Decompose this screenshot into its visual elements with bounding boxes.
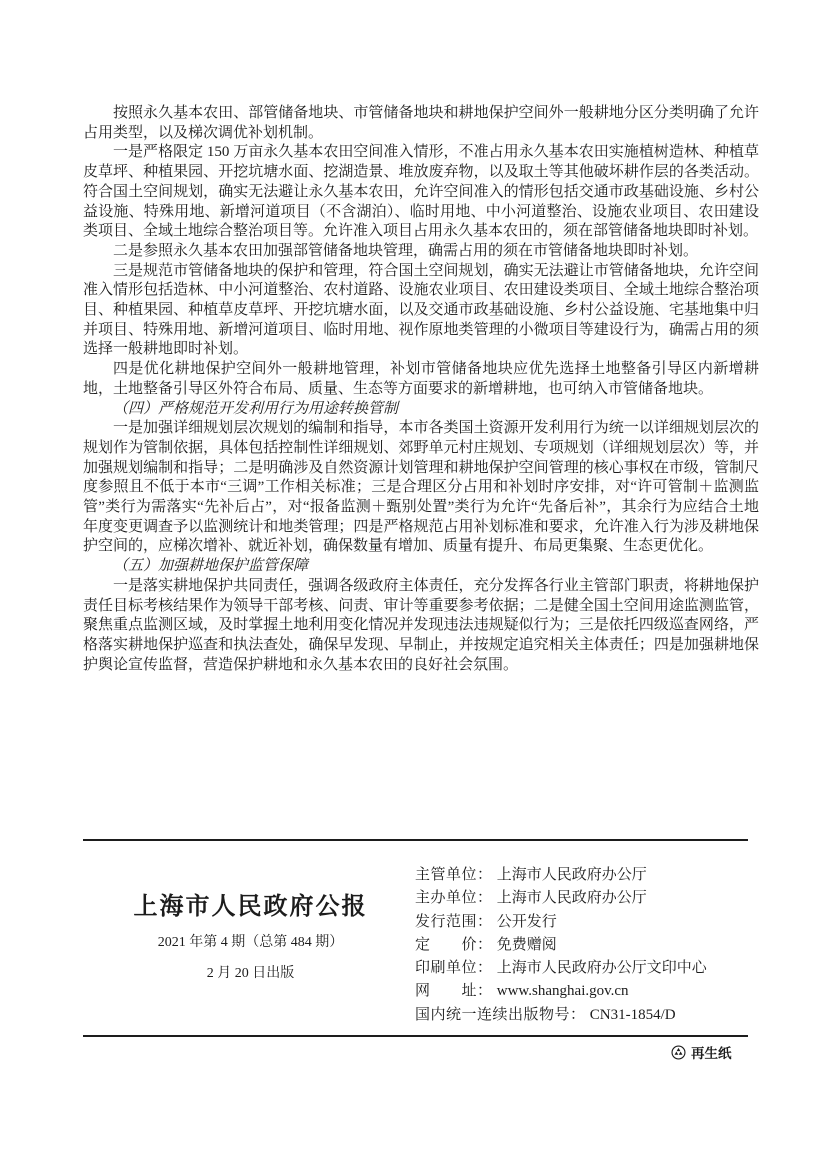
gazette-issue-number: 2021 年第 4 期（总第 484 期） <box>157 935 344 950</box>
colophon-entry-label: 发行范围： <box>415 913 493 930</box>
colophon-entry-value: 上海市人民政府办公厅文印中心 <box>496 960 707 977</box>
gazette-title: 上海市人民政府公报 <box>133 894 368 920</box>
colophon-entry <box>415 934 707 957</box>
gazette-publish-date: 2 月 20 日出版 <box>206 966 295 981</box>
paragraph: 一是严格限定 150 万亩永久基本农田空间准入情形，不准占用永久基本农田实施植树造林、种植草皮草坪、种植果园、开挖坑塘水面、挖湖造景、堆放废弃物，以及取土等其他破坏耕作层的各类活动。符合国土空间规划，确实无法避让永久基本农田，允许空间准入的情形包括交通市政基础设施、乡村公益设施、特殊用地、新增河道项目（不含湖泊）、临时用地、中小河道整治、设施农业项目、农田建设类项目、全域土地综合整治项目等。允许准入项目占用永久基本农田的，须在部管储备地块即时补划。 <box>83 144 759 240</box>
paragraph: 一是落实耕地保护共同责任，强调各级政府主体责任，充分发挥各行业主管部门职责，将耕地保护责任目标考核结果作为领导干部考核、问责、审计等重要参考依据；二是健全国土空间用途监测监管，聚焦重点监测区域，及时掌握土地利用变化情况并发现违法违规疑似行为；三是依托四级巡查网络，严格落实耕地保护巡查和执法查处，确保早发现、早制止，并按规定追究相关主体责任；四是加强耕地保护舆论宣传监督，营造保护耕地和永久基本农田的良好社会氛围。 <box>83 577 759 673</box>
paragraph: 一是加强详细规划层次规划的编制和指导，本市各类国土资源开发利用行为统一以详细规划层次的规划作为管制依据，具体包括控制性详细规划、郊野单元村庄规划、专项规划（详细规划层次）等，并加强规划编制和指导；二是明确涉及自然资源计划管理和耕地保护空间管理的核心事权在市级，管制尺度参照且不低于本市“三调”工作相关标准；三是合理区分占用和补划时序安排，对“许可管制＋监测监管”类行为需落实“先补后占”，对“报备监测＋甄别处置”类行为允许“先备后补”，其余行为应结合土地年度变更调查予以监测统计和地类管理；四是严格规范占用补划标准和要求，允许准入行为涉及耕地保护空间的，应梯次增补、就近补划，确保数量有增加、质量有提升、布局更集聚、生态更优化。 <box>83 420 759 555</box>
colophon-entry <box>415 980 707 1003</box>
paragraph: 三是规范市管储备地块的保护和管理，符合国土空间规划，确实无法避让市管储备地块，允许空间准入情形包括造林、中小河道整治、农村道路、设施农业项目、农田建设类项目、全域土地综合整治项目、种植果园、种植草皮草坪、开挖坑塘水面，以及交通市政基础设施、乡村公益设施、宅基地集中归并项目、特殊用地、新增河道项目、临时用地、视作原地类管理的小微项目等建设行为，确需占用的须选择一般耕地即时补划。 <box>83 262 759 358</box>
paragraph: 四是优化耕地保护空间外一般耕地管理，补划市管储备地块应优先选择土地整备引导区内新增耕地，土地整备引导区外符合布局、质量、生态等方面要求的新增耕地，也可纳入市管储备地块。 <box>83 361 759 397</box>
colophon-entry-label: 国内统一连续出版物号： <box>415 1006 586 1023</box>
colophon-entry <box>415 1004 707 1027</box>
recycled-paper-icon <box>671 1045 686 1060</box>
colophon-entry-label: 定 价： <box>415 936 493 953</box>
colophon-bottom-rule <box>83 1035 748 1037</box>
colophon-entry-label: 印刷单位： <box>415 960 493 977</box>
section-heading: （四）严格规范开发利用行为用途转换管制 <box>113 400 399 417</box>
recycled-paper-label: 再生纸 <box>691 1046 732 1061</box>
colophon-entry-value: 上海市人民政府办公厅 <box>496 867 647 883</box>
colophon-entry-value: 免费赠阅 <box>496 936 557 953</box>
paragraph: 二是参照永久基本农田加强部管储备地块管理，确需占用的须在市管储备地块即时补划。 <box>113 242 699 259</box>
publication-info-list <box>415 864 707 1027</box>
colophon-entry <box>415 911 707 934</box>
colophon-entry-value: 上海市人民政府办公厅 <box>496 890 647 907</box>
colophon-entry-label: 主管单位： <box>415 867 493 883</box>
colophon-top-rule <box>83 839 748 841</box>
recycled-paper-mark <box>671 1042 732 1062</box>
colophon-entry-label: 主办单位： <box>415 890 493 907</box>
colophon-entry <box>415 864 707 887</box>
colophon-entry-value: 公开发行 <box>496 913 557 930</box>
gazette-masthead <box>83 894 418 982</box>
colophon-entry-label: 网 址： <box>415 983 493 1000</box>
paragraph: 按照永久基本农田、部管储备地块、市管储备地块和耕地保护空间外一般耕地分区分类明确了允许占用类型，以及梯次调优补划机制。 <box>83 105 759 141</box>
colophon-entry <box>415 957 707 980</box>
colophon-entry-value: www.shanghai.gov.cn <box>496 983 629 1000</box>
section-heading: （五）加强耕地保护监管保障 <box>113 558 309 575</box>
article-body <box>83 104 759 675</box>
colophon-entry-value: CN31-1854/D <box>589 1006 676 1023</box>
colophon-entry <box>415 887 707 910</box>
